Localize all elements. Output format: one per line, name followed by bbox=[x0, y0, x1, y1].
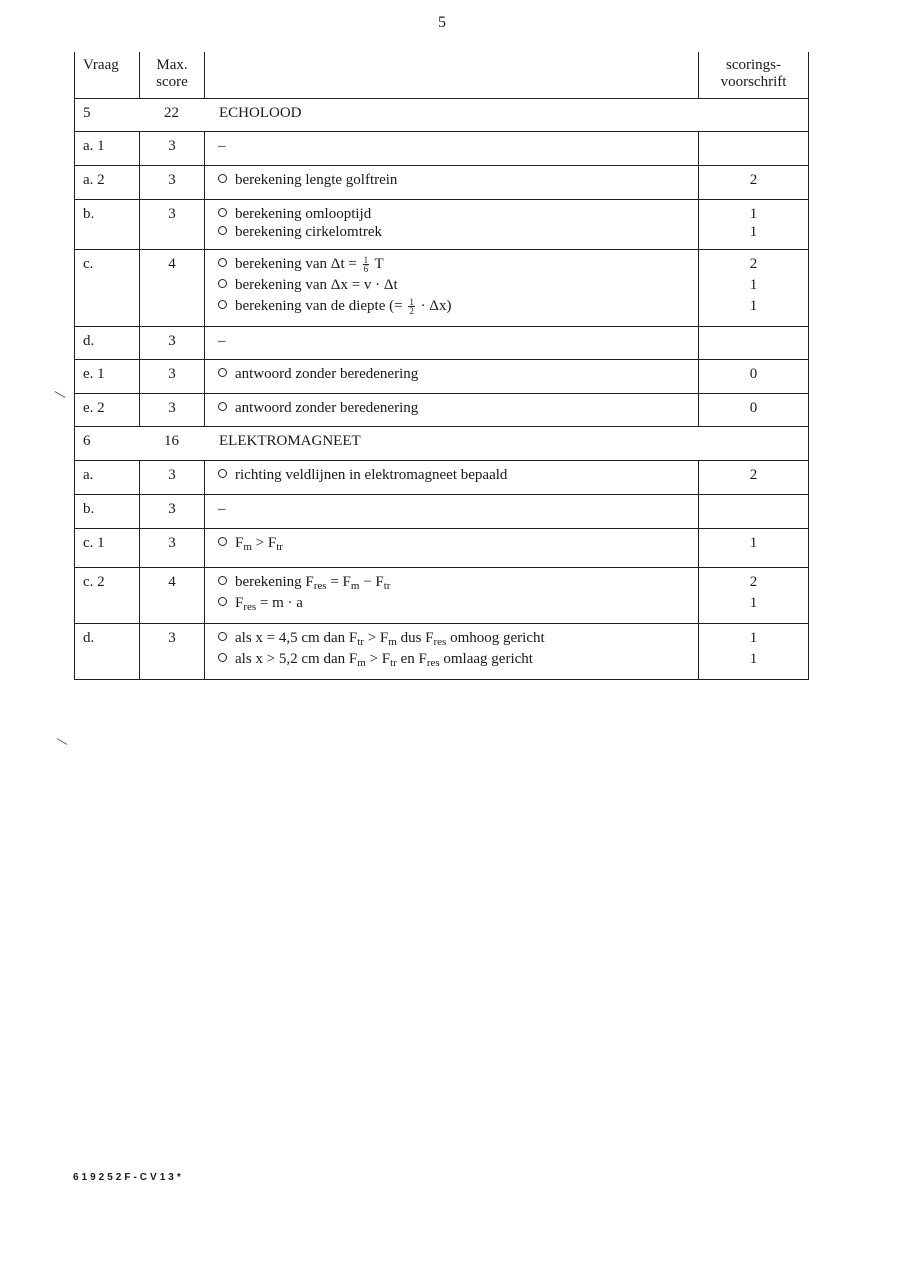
score-value: 1 bbox=[749, 224, 758, 240]
question-label: a. 1 bbox=[83, 138, 105, 154]
criterion-text: > F bbox=[251, 535, 277, 551]
question-label: c. 2 bbox=[83, 574, 105, 590]
bullet-circle-icon bbox=[218, 279, 227, 288]
criterion-text: berekening omlooptijd bbox=[235, 206, 372, 222]
header-max-line2: score bbox=[156, 74, 188, 90]
criterion-text: · Δx) bbox=[416, 298, 452, 314]
no-criteria-dash: – bbox=[204, 132, 698, 165]
max-score: 3 bbox=[139, 624, 204, 679]
criterion-text: > F bbox=[363, 630, 389, 646]
criterion-text: T bbox=[371, 256, 384, 272]
criterion bbox=[218, 595, 698, 616]
fraction-denominator: 6 bbox=[363, 264, 369, 275]
max-score: 4 bbox=[139, 250, 204, 326]
criterion bbox=[218, 467, 698, 488]
score-value: 1 bbox=[749, 630, 758, 646]
max-score: 3 bbox=[139, 461, 204, 494]
subscript: m bbox=[357, 657, 366, 669]
criterion bbox=[218, 206, 698, 224]
question-row-c1 bbox=[75, 529, 808, 568]
criteria-list bbox=[204, 250, 698, 326]
score-value: 0 bbox=[749, 400, 758, 416]
header-sv-line2: voorschrift bbox=[720, 74, 787, 90]
criterion-text: antwoord zonder beredenering bbox=[235, 366, 419, 382]
bullet-circle-icon bbox=[218, 653, 227, 662]
bullet-circle-icon bbox=[218, 226, 227, 235]
bullet-circle-icon bbox=[218, 402, 227, 411]
question-row-e2 bbox=[75, 394, 808, 427]
criteria-list bbox=[204, 166, 698, 199]
criterion-text: berekening F bbox=[235, 574, 314, 590]
question-label: d. bbox=[83, 630, 95, 646]
header-max-score bbox=[139, 52, 204, 98]
max-score: 3 bbox=[139, 327, 204, 359]
score-value: 1 bbox=[749, 535, 758, 551]
margin-mark bbox=[55, 391, 66, 398]
section-title: ELEKTROMAGNEET bbox=[219, 433, 361, 449]
score-cell bbox=[698, 166, 808, 199]
score-value: 1 bbox=[749, 595, 758, 611]
criterion-text: = F bbox=[326, 574, 351, 590]
question-label: a. bbox=[83, 467, 94, 483]
score-value: 2 bbox=[749, 256, 758, 272]
max-score: 4 bbox=[139, 568, 204, 623]
score-cell bbox=[698, 568, 808, 623]
bullet-circle-icon bbox=[218, 597, 227, 606]
max-score: 3 bbox=[139, 529, 204, 567]
bullet-circle-icon bbox=[218, 258, 227, 267]
subscript: res bbox=[243, 601, 257, 613]
question-row-d bbox=[75, 624, 808, 679]
subscript: tr bbox=[383, 580, 391, 592]
criterion-text: berekening van Δt = bbox=[235, 256, 361, 272]
criterion-text: omhoog gericht bbox=[446, 630, 545, 646]
score-value: 2 bbox=[749, 172, 758, 188]
section-max: 16 bbox=[164, 433, 179, 449]
criterion-text: dus F bbox=[396, 630, 434, 646]
criterion-text: − F bbox=[359, 574, 384, 590]
score-cell bbox=[698, 495, 808, 528]
question-label: e. 2 bbox=[83, 400, 105, 416]
section-row-echolood bbox=[75, 99, 808, 132]
question-row-a2 bbox=[75, 166, 808, 200]
criterion-text: berekening van de diepte (= bbox=[235, 298, 407, 314]
criterion-text: antwoord zonder beredenering bbox=[235, 400, 419, 416]
subscript: m bbox=[388, 636, 397, 648]
criterion-text: > F bbox=[365, 651, 391, 667]
header-sv-line1: scorings- bbox=[726, 57, 781, 73]
bullet-circle-icon bbox=[218, 174, 227, 183]
score-cell bbox=[698, 360, 808, 393]
subscript: res bbox=[433, 636, 447, 648]
criterion bbox=[218, 630, 698, 651]
subscript: tr bbox=[357, 636, 364, 648]
score-value: 1 bbox=[749, 277, 758, 293]
criterion bbox=[218, 298, 698, 319]
score-cell bbox=[698, 250, 808, 326]
subscript: tr bbox=[276, 541, 283, 553]
criterion-text: F bbox=[235, 535, 244, 551]
bullet-circle-icon bbox=[218, 576, 227, 585]
criterion-text: omlaag gericht bbox=[439, 651, 533, 667]
header-description bbox=[204, 52, 698, 98]
max-score: 3 bbox=[139, 394, 204, 426]
scoring-table bbox=[74, 52, 809, 680]
max-score: 3 bbox=[139, 360, 204, 393]
criteria-list bbox=[204, 360, 698, 393]
criteria-list bbox=[204, 624, 698, 679]
criterion-text: berekening van Δx = v · Δt bbox=[235, 277, 398, 293]
fraction bbox=[408, 298, 415, 315]
criterion bbox=[218, 172, 698, 193]
criterion bbox=[218, 535, 698, 556]
question-label: e. 1 bbox=[83, 366, 105, 382]
page-number: 5 bbox=[438, 14, 446, 31]
score-cell bbox=[698, 624, 808, 679]
fraction-numerator: 1 bbox=[363, 255, 369, 266]
max-score: 3 bbox=[139, 166, 204, 199]
section-vraag: 5 bbox=[83, 105, 91, 121]
criterion bbox=[218, 366, 698, 387]
bullet-circle-icon bbox=[218, 300, 227, 309]
criteria-list bbox=[204, 568, 698, 623]
score-cell bbox=[698, 529, 808, 567]
score-cell bbox=[698, 200, 808, 249]
score-value: 2 bbox=[749, 467, 758, 483]
bullet-circle-icon bbox=[218, 537, 227, 546]
criterion bbox=[218, 574, 698, 595]
question-label: b. bbox=[83, 206, 95, 222]
criterion-text: en F bbox=[396, 651, 427, 667]
score-cell bbox=[698, 132, 808, 165]
criterion bbox=[218, 224, 698, 242]
header-vraag: Vraag bbox=[83, 57, 119, 73]
bullet-circle-icon bbox=[218, 368, 227, 377]
subscript: tr bbox=[390, 657, 397, 669]
question-label: d. bbox=[83, 333, 95, 349]
question-label: b. bbox=[83, 501, 95, 517]
question-row-d bbox=[75, 327, 808, 360]
criteria-list bbox=[204, 200, 698, 249]
criterion-text: = m · a bbox=[256, 595, 303, 611]
question-row-c bbox=[75, 250, 808, 327]
score-value: 1 bbox=[749, 298, 758, 314]
criterion-text: als x = 4,5 cm dan F bbox=[235, 630, 358, 646]
bullet-circle-icon bbox=[218, 632, 227, 641]
score-cell bbox=[698, 327, 808, 359]
no-criteria-dash: – bbox=[204, 495, 698, 528]
fraction-numerator: 1 bbox=[409, 297, 414, 308]
no-criteria-dash: – bbox=[204, 327, 698, 359]
criteria-list bbox=[204, 394, 698, 426]
question-row-a1 bbox=[75, 132, 808, 166]
criterion-text: als x > 5,2 cm dan F bbox=[235, 651, 358, 667]
score-value: 1 bbox=[749, 651, 758, 667]
subscript: res bbox=[313, 580, 327, 592]
subscript: m bbox=[350, 580, 360, 592]
score-value: 1 bbox=[749, 206, 758, 222]
criterion-text: berekening lengte golftrein bbox=[235, 172, 398, 188]
criterion-text: F bbox=[235, 595, 244, 611]
question-row-b bbox=[75, 200, 808, 250]
criteria-list bbox=[204, 529, 698, 567]
score-cell bbox=[698, 394, 808, 426]
criterion-text: berekening cirkelomtrek bbox=[235, 224, 383, 240]
section-vraag: 6 bbox=[83, 433, 91, 449]
max-score: 3 bbox=[139, 132, 204, 165]
criterion bbox=[218, 277, 698, 298]
fraction-denominator: 2 bbox=[409, 306, 414, 317]
max-score: 3 bbox=[139, 200, 204, 249]
header-max-line1: Max. bbox=[156, 57, 188, 73]
max-score: 3 bbox=[139, 495, 204, 528]
document-code: 619252F-CV13* bbox=[73, 1172, 184, 1183]
score-value: 2 bbox=[749, 574, 758, 590]
question-label: a. 2 bbox=[83, 172, 105, 188]
section-title: ECHOLOOD bbox=[219, 105, 302, 121]
question-row-e1 bbox=[75, 360, 808, 394]
margin-mark bbox=[57, 738, 68, 745]
header-scoringsvoorschrift bbox=[698, 52, 808, 98]
bullet-circle-icon bbox=[218, 208, 227, 217]
fraction bbox=[363, 256, 370, 273]
criterion bbox=[218, 651, 698, 672]
question-label: c. bbox=[83, 256, 94, 272]
score-value: 0 bbox=[749, 366, 758, 382]
question-row-b bbox=[75, 495, 808, 529]
subscript: res bbox=[426, 657, 440, 669]
question-row-c2 bbox=[75, 568, 808, 624]
criterion bbox=[218, 256, 698, 277]
criterion-text: richting veldlijnen in elektromagneet bepaald bbox=[235, 467, 508, 483]
section-row-elektromagneet bbox=[75, 427, 808, 461]
criteria-list bbox=[204, 461, 698, 494]
score-cell bbox=[698, 461, 808, 494]
question-label: c. 1 bbox=[83, 535, 105, 551]
criterion bbox=[218, 400, 698, 421]
section-max: 22 bbox=[164, 105, 179, 121]
question-row-a bbox=[75, 461, 808, 495]
subscript: m bbox=[243, 541, 252, 553]
table-header bbox=[75, 52, 808, 99]
bullet-circle-icon bbox=[218, 469, 227, 478]
